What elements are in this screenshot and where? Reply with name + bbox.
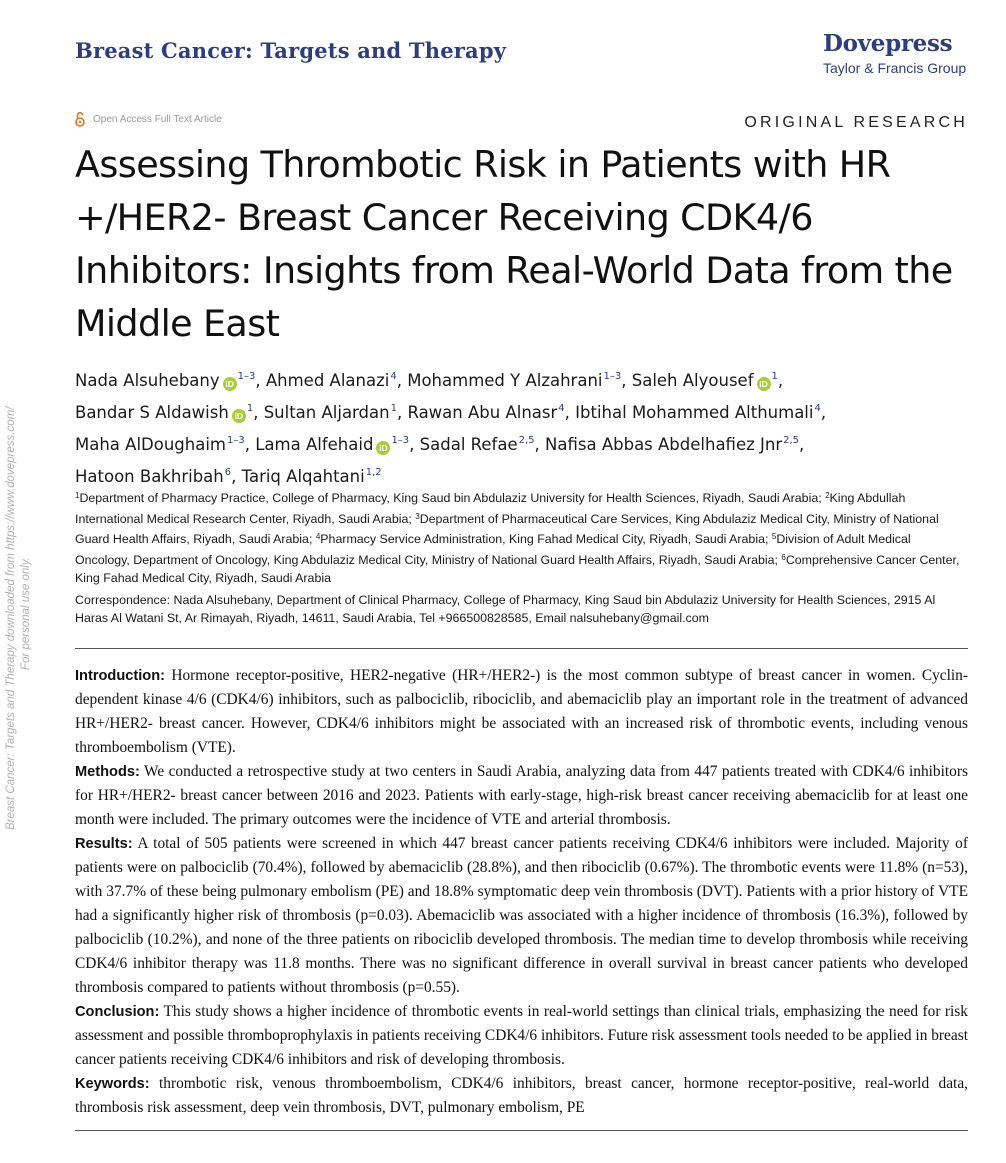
author-list (75, 363, 975, 491)
author-affiliation: 4 (390, 371, 397, 382)
author-name[interactable]: Tariq Alqahtani (241, 467, 365, 486)
author-affiliation: 4 (814, 403, 821, 414)
author-name[interactable]: Ahmed Alanazi (265, 371, 390, 390)
author-name[interactable]: Nafisa Abbas Abdelhafiez Jnr (545, 435, 783, 454)
affiliations: $^1$Department of Pharmacy Practice, College of Pharmacy, King Saud bin Abdulaziz University for Health Sciences, Riyadh, Saudi Arabia; $^2$King Abdullah International Medical Research Center, Riyadh, Saudi Arabia; $^3$Department of Pharmaceutical Care Services, King Abdulaziz Medical City, Ministry of National Guard Health Affairs, Riyadh, Saudi Arabia; $^4$Pharmacy Service Administration, King Fahad Medical City, Riyadh, Saudi Arabia; $^5$Division of Adult Medical Oncology, Department of Oncology, King Abdulaziz Medical City, Ministry of National Guard Health Affairs, Riyadh, Saudi Arabia; $^6$Comprehensive Cancer Center, King Fahad Medical City, Riyadh, Saudi Arabia (75, 491, 960, 585)
download-notice (0, 320, 40, 840)
correspondence: Correspondence: Nada Alsuhebany, Department of Clinical Pharmacy, College of Pharmacy, King Saud bin Abdulaziz University for Health Sciences, 2915 Al Haras Al Watani St, Ar Rimayah, Riyadh, 14611, Saudi Arabia, Tel +966500828585, Email nalsuhebany@gmail.com (75, 593, 936, 625)
author-affiliation: 1–3 (237, 371, 256, 382)
affiliation-text: Department of Pharmaceutical Care Services, King Abdulaziz Medical City, Ministry of National Guard Health Affairs, Riyadh, Saudi Arabia; (75, 511, 939, 547)
download-notice-line2: For personal use only. (20, 557, 32, 670)
author-name[interactable]: Saleh Alyousef (631, 371, 754, 390)
author-affiliation: 1 (390, 403, 397, 414)
affiliation-text: Comprehensive Cancer Center, King Fahad Medical City, Riyadh, Saudi Arabia (75, 553, 960, 585)
author-affiliation: 1–3 (391, 435, 410, 446)
author-name[interactable]: Bandar S Aldawish (75, 403, 229, 422)
author-affiliation: 2,5 (518, 435, 535, 446)
article-title: Assessing Thrombotic Risk in Patients with HR +/HER2- Breast Cancer Receiving CDK4/6 Inhibitors: Insights from Real-World Data from the Middle East (75, 143, 953, 345)
open-access-badge (75, 111, 222, 127)
orcid-icon[interactable]: iD (757, 377, 771, 391)
author-affiliation: 1 (246, 403, 254, 414)
publisher-name: Dovepress (823, 30, 953, 57)
author-name[interactable]: Maha AlDoughaim (75, 435, 226, 454)
author-name[interactable]: Sultan Aljardan (263, 403, 390, 422)
author-line-2: Bandar S Aldawish $iD^1$, Sultan Aljardan$^1$, Rawan Abu Alnasr$^4$, Ibtihal Mohammed Althumali$^4$, (75, 403, 827, 422)
affiliation-text: Pharmacy Service Administration, King Fahad Medical City, Riyadh, Saudi Arabia; (320, 532, 772, 547)
author-line-1: Nada Alsuhebany $iD^{1-3}$, Ahmed Alanazi$^4$, Mohammed Y Alzahrani$^{1-3}$, Saleh Alyousef $iD^1$, (75, 371, 784, 390)
author-affiliation: 1–3 (227, 435, 245, 446)
abstract (75, 664, 968, 1120)
publisher-logo[interactable] (823, 30, 968, 76)
author-line-4: Hatoon Bakhribah$^6$, Tariq Alqahtani$^{1,2}$ (75, 467, 382, 486)
abstract-methods: Methods: We conducted a retrospective study at two centers in Saudi Arabia, analyzing data from 447 patients treated with CDK4/6 inhibitors for HR+/HER2- breast cancer between 2016 and 2023. Patients with early-stage, high-risk breast cancer receiving abemaciclib for at least one month were included. The primary outcomes were the incidence of VTE and arterial thrombosis. (75, 763, 968, 828)
author-name[interactable]: Ibtihal Mohammed Althumali (575, 403, 814, 422)
abstract-introduction: Introduction: Hormone receptor-positive, HER2-negative (HR+/HER2-) is the most common subtype of breast cancer in women. Cyclin-dependent kinase 4/6 (CDK4/6) inhibitors, such as palbociclib, ribociclib, and abemaciclib play an important role in the treatment of advanced HR+/HER2- breast cancer. However, CDK4/6 inhibitors might be associated with an increased risk of thrombotic events, including venous thromboembolism (VTE). (75, 667, 968, 756)
orcid-icon[interactable]: iD (223, 377, 237, 391)
author-name[interactable]: Nada Alsuhebany (75, 371, 220, 390)
author-affiliation: 2,5 (783, 435, 800, 446)
author-affiliation: 1–3 (603, 371, 622, 382)
affiliation-text: King Abdullah International Medical Research Center, Riyadh, Saudi Arabia; (75, 491, 906, 526)
orcid-icon[interactable]: iD (376, 441, 390, 455)
orcid-icon[interactable]: iD (232, 409, 246, 423)
open-access-icon (75, 111, 85, 127)
abstract-keywords: Keywords: thrombotic risk, venous thromboembolism, CDK4/6 inhibitors, breast cancer, hormone receptor-positive, real-world data, thrombosis risk assessment, deep vein thrombosis, DVT, pulmonary embolism, PE (75, 1075, 968, 1116)
journal-title: Breast Cancer: Targets and Therapy (75, 38, 507, 63)
author-affiliation: 6 (224, 467, 232, 478)
author-name[interactable]: Mohammed Y Alzahrani (407, 371, 603, 390)
affiliation-text: Department of Pharmacy Practice, College of Pharmacy, King Saud bin Abdulaziz University for Health Sciences, Riyadh, Saudi Arabia; (79, 491, 826, 505)
author-name[interactable]: Lama Alfehaid (255, 435, 374, 454)
open-access-label: Open Access Full Text Article (93, 113, 222, 125)
abstract-results: Results: A total of 505 patients were screened in which 447 breast cancer patients receiving CDK4/6 inhibitors were included. Majority of patients were on palbociclib (70.4%), followed by abemaciclib (28.8%), and then ribociclib (0.67%). The thrombotic events were 11.8% (n=53), with 37.7% of these being pulmonary embolism (PE) and 18.8% symptomatic deep vein thrombosis (DVT). Patients with a prior history of VTE had a significantly higher risk of thrombosis (p=0.03). Abemaciclib was associated with a higher incidence of thrombosis (16.3%), followed by palbociclib (10.2%), and none of the three patients on ribociclib developed thrombosis. The median time to develop thrombosis while receiving CDK4/6 inhibitor therapy was 11.8 months. There was no significant difference in overall survival in breast cancer patients who developed thrombosis compared to patients without thrombosis (p=0.55). (75, 835, 968, 996)
author-name[interactable]: Sadal Refae (419, 435, 518, 454)
publisher-group: Taylor & Francis Group (823, 60, 967, 76)
author-name[interactable]: Rawan Abu Alnasr (407, 403, 558, 422)
author-affiliation: 1 (771, 371, 778, 382)
author-affiliation: 1,2 (365, 467, 382, 478)
divider-top (75, 648, 968, 649)
author-name[interactable]: Hatoon Bakhribah (75, 467, 224, 486)
article-type: ORIGINAL RESEARCH (744, 114, 968, 131)
author-line-3: Maha AlDoughaim$^{1-3}$, Lama Alfehaid $iD^{1-3}$, Sadal Refae$^{2,5}$, Nafisa Abbas Abdelhafiez Jnr$^{2,5}$, (75, 435, 805, 454)
author-affiliation: 4 (558, 403, 565, 414)
abstract-conclusion: Conclusion: This study shows a higher incidence of thrombotic events in real-world settings than clinical trials, emphasizing the need for risk assessment and possible thromboprophylaxis in patients receiving CDK4/6 inhibitors. Future risk assessment tools needed to be applied in breast cancer patients receiving CDK4/6 inhibitors and risk of developing thrombosis. (75, 1003, 968, 1068)
divider-bottom (75, 1130, 968, 1131)
download-notice-line1: Breast Cancer: Targets and Therapy downloaded from https://www.dovepress.com/ (5, 406, 17, 830)
affiliation-text: Division of Adult Medical Oncology, Department of Oncology, King Abdulaziz Medical City, Ministry of National Guard Health Affairs, Riyadh, Saudi Arabia; (75, 532, 911, 568)
